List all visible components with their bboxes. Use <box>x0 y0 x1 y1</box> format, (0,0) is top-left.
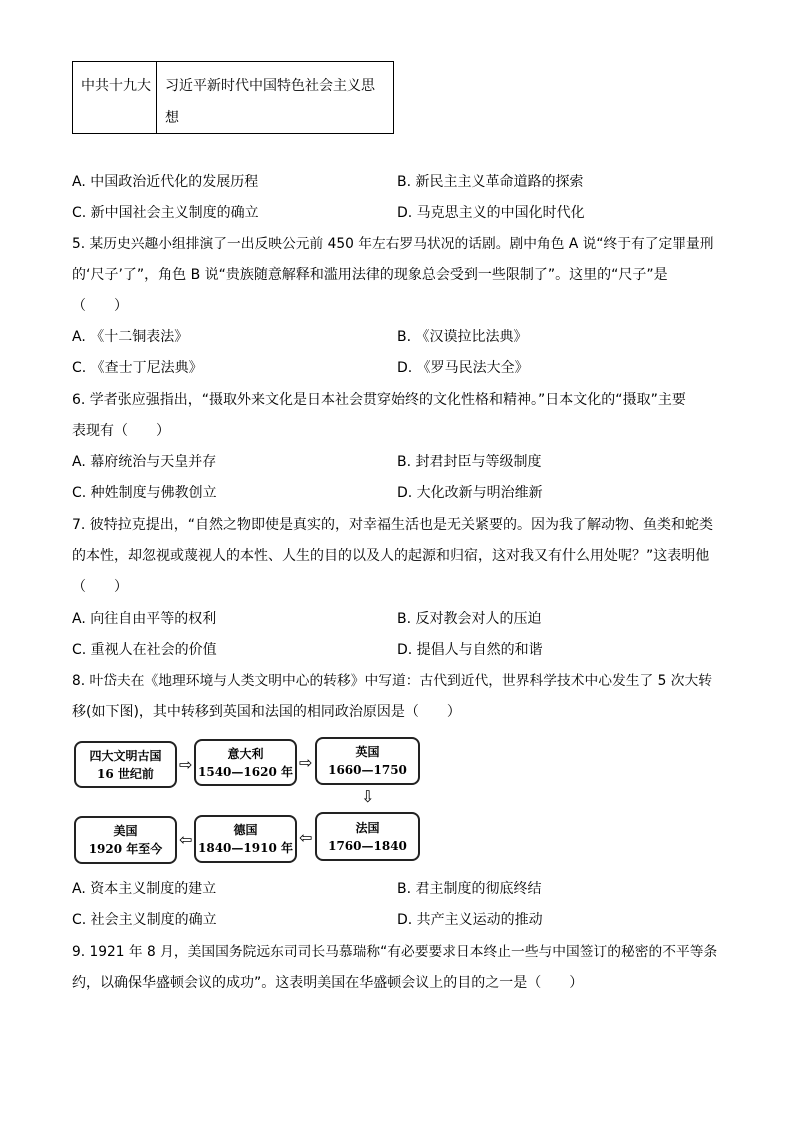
box-period: 1760—1840 <box>328 838 407 853</box>
diagram-box-usa <box>74 816 177 864</box>
q4-option-a[interactable]: A. 中国政治近代化的发展历程 <box>72 174 259 190</box>
q4-option-b[interactable]: B. 新民主主义革命道路的探索 <box>397 174 584 190</box>
q8-stem-line1: 8. 叶岱夫在《地理环境与人类文明中心的转移》中写道：古代到近代，世界科学技术中心发生了 5 次大转 <box>72 673 712 689</box>
box-label: 美国 <box>113 824 138 838</box>
q8-option-d[interactable]: D. 共产主义运动的推动 <box>397 912 543 928</box>
q6-option-d[interactable]: D. 大化改新与明治维新 <box>397 485 543 501</box>
arrow-right-icon: ⇨ <box>299 753 313 772</box>
q8-option-b[interactable]: B. 君主制度的彻底终结 <box>397 881 542 897</box>
q9-stem-line1: 9. 1921 年 8 月，美国国务院远东司司长马慕瑞称“有必要要求日本终止一些与中国签订的秘密的不平等条 <box>72 944 718 960</box>
q7-option-a[interactable]: A. 向往自由平等的权利 <box>72 611 217 627</box>
content-table <box>72 61 394 134</box>
diagram-box-italy <box>194 739 297 786</box>
box-period: 16 世纪前 <box>97 766 154 781</box>
table-cell-right: 习近平新时代中国特色社会主义思想 <box>165 78 375 126</box>
box-label: 意大利 <box>227 746 264 761</box>
q6-stem-line1: 6. 学者张应强指出，“摄取外来文化是日本社会贯穿始终的文化性格和精神。”日本文化的“摄取”主要 <box>72 392 686 408</box>
table-divider <box>156 62 157 133</box>
q8-option-a[interactable]: A. 资本主义制度的建立 <box>72 881 217 897</box>
arrow-down-icon: ⇩ <box>361 787 375 806</box>
q5-option-b[interactable]: B. 《汉谟拉比法典》 <box>397 329 528 345</box>
box-period: 1540—1620 年 <box>198 764 293 779</box>
diagram-box-france <box>315 812 420 861</box>
arrow-left-icon: ⇦ <box>179 830 193 849</box>
q8-stem-line2: 移(如下图)，其中转移到英国和法国的相同政治原因是（ ） <box>72 704 461 720</box>
q7-option-b[interactable]: B. 反对教会对人的压迫 <box>397 611 542 627</box>
q7-option-c[interactable]: C. 重视人在社会的价值 <box>72 642 217 658</box>
box-label: 英国 <box>355 745 380 759</box>
q5-stem-line1: 5. 某历史兴趣小组排演了一出反映公元前 450 年左右罗马状况的话剧。剧中角色 A 说“终于有了定罪量刑 <box>72 236 714 252</box>
box-period: 1660—1750 <box>328 763 407 777</box>
box-period: 1840—1910 年 <box>198 841 293 855</box>
q5-option-d[interactable]: D. 《罗马民法大全》 <box>397 360 529 376</box>
q4-option-d[interactable]: D. 马克思主义的中国化时代化 <box>397 205 585 221</box>
box-label: 法国 <box>355 820 380 835</box>
q7-option-d[interactable]: D. 提倡人与自然的和谐 <box>397 642 543 658</box>
q5-answer-blank: （ ） <box>72 298 128 314</box>
q6-option-a[interactable]: A. 幕府统治与天皇并存 <box>72 454 217 470</box>
diagram-box-germany <box>194 815 297 863</box>
diagram-box-ancient-civilizations <box>74 741 177 788</box>
q9-stem-line2: 约，以确保华盛顿会议的成功”。这表明美国在华盛顿会议上的目的之一是（ ） <box>72 975 584 991</box>
arrow-right-icon: ⇨ <box>179 755 193 774</box>
q5-stem-line2: 的‘尺子’了”，角色 B 说“贵族随意解释和滥用法律的现象总会受到一些限制了”。这里的“尺子”是 <box>72 267 668 283</box>
q6-stem-line2: 表现有（ ） <box>72 423 170 439</box>
q5-option-c[interactable]: C. 《查士丁尼法典》 <box>72 360 203 376</box>
q6-option-b[interactable]: B. 封君封臣与等级制度 <box>397 454 542 470</box>
q7-stem-line1: 7. 彼特拉克提出，“自然之物即使是真实的，对幸福生活也是无关紧要的。因为我了解动物、鱼类和蛇类 <box>72 517 714 533</box>
box-label: 德国 <box>233 823 258 837</box>
diagram-box-britain <box>315 737 420 785</box>
box-period: 1920 年至今 <box>88 842 163 856</box>
q4-option-c[interactable]: C. 新中国社会主义制度的确立 <box>72 205 259 221</box>
q6-option-c[interactable]: C. 种姓制度与佛教创立 <box>72 485 217 501</box>
q8-option-c[interactable]: C. 社会主义制度的确立 <box>72 912 217 928</box>
q7-stem-line2: 的本性，却忽视或蔑视人的本性、人生的目的以及人的起源和归宿，这对我又有什么用处呢？”这表明他 <box>72 548 710 564</box>
box-label: 四大文明古国 <box>89 748 162 763</box>
q7-answer-blank: （ ） <box>72 579 128 595</box>
arrow-left-icon: ⇦ <box>299 828 313 847</box>
q5-option-a[interactable]: A. 《十二铜表法》 <box>72 329 189 345</box>
table-cell-left: 中共十九大 <box>81 78 151 94</box>
